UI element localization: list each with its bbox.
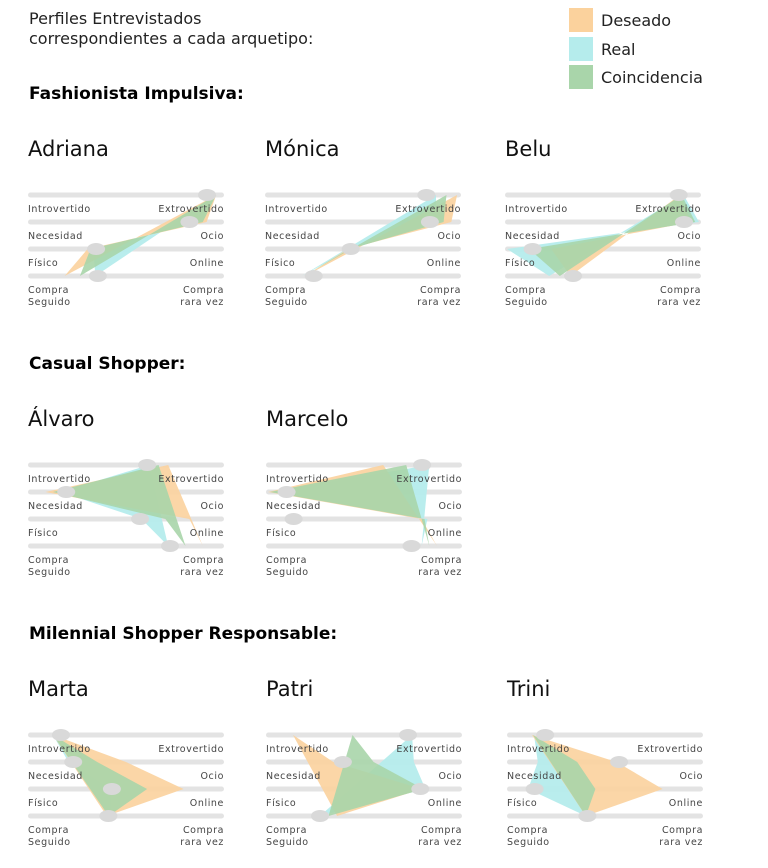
axis-label-frequency: Compra bbox=[420, 555, 462, 566]
axis-label-frequency: rara vez bbox=[418, 837, 462, 848]
slider-knob bbox=[99, 810, 117, 822]
slider-knob bbox=[198, 189, 216, 201]
axis-label-left: Necesidad bbox=[507, 771, 562, 782]
axis-label-frequency: rara vez bbox=[418, 567, 462, 578]
axis-label-left: Físico bbox=[266, 528, 297, 539]
slider-knob bbox=[52, 729, 70, 741]
axis-label-frequency: rara vez bbox=[180, 297, 224, 308]
slider-knob bbox=[670, 189, 688, 201]
axis-label-frequency: Compra bbox=[661, 825, 703, 836]
slider-track bbox=[28, 517, 224, 522]
profile-name: Patri bbox=[266, 677, 314, 701]
profile-name: Adriana bbox=[28, 137, 109, 161]
axis-label-right: Ocio bbox=[437, 231, 461, 242]
intro-line-2: correspondientes a cada arquetipo: bbox=[29, 29, 314, 48]
profile-name: Álvaro bbox=[28, 407, 95, 431]
slider-track bbox=[265, 247, 461, 252]
axis-label-left: Necesidad bbox=[28, 231, 83, 242]
slider-knob bbox=[399, 729, 417, 741]
profile-diagram bbox=[266, 721, 462, 851]
axis-label-left: Introvertido bbox=[28, 204, 91, 215]
axis-label-left: Físico bbox=[266, 798, 297, 809]
slider-knob bbox=[342, 243, 360, 255]
axis-label-right: Online bbox=[427, 528, 462, 539]
axis-label-right: Ocio bbox=[438, 771, 462, 782]
profile-diagram bbox=[28, 451, 224, 581]
intro-text bbox=[29, 9, 313, 49]
axis-label-frequency: Compra bbox=[419, 285, 461, 296]
axis-label-frequency: rara vez bbox=[657, 297, 701, 308]
slider-knob bbox=[57, 486, 75, 498]
slider-knob bbox=[161, 540, 179, 552]
axis-label-right: Extrovertido bbox=[396, 474, 462, 485]
axis-label-frequency: Seguido bbox=[266, 837, 309, 848]
slider-knob bbox=[536, 729, 554, 741]
axis-label-right: Online bbox=[668, 798, 703, 809]
axis-label-left: Introvertido bbox=[266, 474, 329, 485]
axis-label-frequency: Compra bbox=[28, 825, 70, 836]
axis-label-right: Ocio bbox=[200, 231, 224, 242]
axis-label-left: Físico bbox=[265, 258, 296, 269]
axis-label-frequency: Seguido bbox=[505, 297, 548, 308]
axis-label-right: Extrovertido bbox=[635, 204, 701, 215]
axis-label-frequency: Compra bbox=[659, 285, 701, 296]
slider-knob bbox=[417, 189, 435, 201]
axis-label-frequency: Compra bbox=[505, 285, 547, 296]
axis-label-frequency: Seguido bbox=[28, 567, 71, 578]
axis-label-right: Extrovertido bbox=[637, 744, 703, 755]
axis-label-frequency: rara vez bbox=[659, 837, 703, 848]
axis-label-left: Introvertido bbox=[265, 204, 328, 215]
axis-label-left: Introvertido bbox=[505, 204, 568, 215]
axis-label-frequency: Compra bbox=[507, 825, 549, 836]
profile-name: Belu bbox=[505, 137, 552, 161]
slider-track bbox=[28, 544, 224, 549]
slider-track bbox=[266, 463, 462, 468]
legend-swatch-coincidencia bbox=[569, 65, 593, 89]
slider-knob bbox=[131, 513, 149, 525]
axis-label-frequency: rara vez bbox=[417, 297, 461, 308]
profile-name: Trini bbox=[507, 677, 551, 701]
slider-track bbox=[28, 463, 224, 468]
slider-knob bbox=[285, 513, 303, 525]
axis-label-frequency: Compra bbox=[182, 825, 224, 836]
slider-knob bbox=[421, 216, 439, 228]
slider-knob bbox=[526, 783, 544, 795]
slider-knob bbox=[180, 216, 198, 228]
slider-knob bbox=[89, 270, 107, 282]
slider-knob bbox=[311, 810, 329, 822]
section-title-casual: Casual Shopper: bbox=[29, 354, 186, 374]
intro-line-1: Perfiles Entrevistados bbox=[29, 9, 202, 28]
axis-label-left: Necesidad bbox=[266, 501, 321, 512]
slider-track bbox=[28, 274, 224, 279]
slider-track bbox=[505, 274, 701, 279]
axis-label-right: Online bbox=[189, 258, 224, 269]
slider-track bbox=[28, 814, 224, 819]
axis-label-right: Ocio bbox=[200, 501, 224, 512]
legend-label-coincidencia: Coincidencia bbox=[601, 68, 703, 87]
axis-label-frequency: Seguido bbox=[28, 297, 71, 308]
slider-knob bbox=[578, 810, 596, 822]
axis-label-left: Físico bbox=[28, 798, 59, 809]
axis-label-right: Extrovertido bbox=[395, 204, 461, 215]
profile-diagram bbox=[265, 181, 461, 311]
profile-diagram bbox=[266, 451, 462, 581]
slider-knob bbox=[278, 486, 296, 498]
profile-diagram bbox=[507, 721, 703, 851]
axis-label-right: Extrovertido bbox=[158, 204, 224, 215]
axis-label-frequency: Compra bbox=[28, 555, 70, 566]
slider-knob bbox=[403, 540, 421, 552]
axis-label-frequency: Compra bbox=[182, 555, 224, 566]
axis-label-right: Online bbox=[189, 528, 224, 539]
slider-knob bbox=[138, 459, 156, 471]
slider-knob bbox=[64, 756, 82, 768]
slider-knob bbox=[413, 459, 431, 471]
axis-label-left: Físico bbox=[28, 258, 59, 269]
slider-knob bbox=[675, 216, 693, 228]
axis-label-right: Online bbox=[426, 258, 461, 269]
slider-track bbox=[507, 814, 703, 819]
profile-diagram bbox=[505, 181, 701, 311]
axis-label-frequency: Compra bbox=[28, 285, 70, 296]
axis-label-right: Extrovertido bbox=[396, 744, 462, 755]
axis-label-right: Ocio bbox=[677, 231, 701, 242]
axis-label-left: Físico bbox=[505, 258, 536, 269]
axis-label-right: Online bbox=[189, 798, 224, 809]
axis-label-right: Ocio bbox=[200, 771, 224, 782]
axis-label-left: Introvertido bbox=[28, 744, 91, 755]
legend-label-deseado: Deseado bbox=[601, 11, 672, 30]
slider-knob bbox=[305, 270, 323, 282]
axis-label-right: Extrovertido bbox=[158, 744, 224, 755]
axis-label-left: Introvertido bbox=[266, 744, 329, 755]
axis-label-frequency: Seguido bbox=[28, 837, 71, 848]
axis-label-left: Físico bbox=[507, 798, 538, 809]
slider-knob bbox=[411, 783, 429, 795]
axis-label-right: Ocio bbox=[679, 771, 703, 782]
slider-track bbox=[266, 814, 462, 819]
axis-label-left: Físico bbox=[28, 528, 59, 539]
axis-label-frequency: Seguido bbox=[265, 297, 308, 308]
axis-label-left: Necesidad bbox=[28, 771, 83, 782]
axis-label-frequency: Compra bbox=[265, 285, 307, 296]
profile-name: Mónica bbox=[265, 137, 340, 161]
axis-label-frequency: rara vez bbox=[180, 567, 224, 578]
axis-label-frequency: rara vez bbox=[180, 837, 224, 848]
axis-label-frequency: Compra bbox=[266, 825, 308, 836]
profile-diagram bbox=[28, 181, 224, 311]
axis-label-left: Necesidad bbox=[505, 231, 560, 242]
axis-label-right: Extrovertido bbox=[158, 474, 224, 485]
slider-knob bbox=[87, 243, 105, 255]
axis-label-right: Online bbox=[427, 798, 462, 809]
legend-swatch-deseado bbox=[569, 8, 593, 32]
profile-name: Marta bbox=[28, 677, 89, 701]
axis-label-frequency: Compra bbox=[266, 555, 308, 566]
axis-label-right: Ocio bbox=[438, 501, 462, 512]
slider-knob bbox=[564, 270, 582, 282]
slider-track bbox=[266, 544, 462, 549]
axis-label-left: Necesidad bbox=[266, 771, 321, 782]
section-title-fashionista: Fashionista Impulsiva: bbox=[29, 84, 244, 104]
slider-track bbox=[28, 193, 224, 198]
slider-knob bbox=[103, 783, 121, 795]
axis-label-left: Necesidad bbox=[265, 231, 320, 242]
axis-label-frequency: Compra bbox=[420, 825, 462, 836]
slider-knob bbox=[334, 756, 352, 768]
axis-label-frequency: Seguido bbox=[507, 837, 550, 848]
legend-swatch-real bbox=[569, 37, 593, 61]
profile-name: Marcelo bbox=[266, 407, 349, 431]
slider-knob bbox=[524, 243, 542, 255]
axis-label-left: Introvertido bbox=[28, 474, 91, 485]
axis-label-left: Necesidad bbox=[28, 501, 83, 512]
slider-track bbox=[265, 274, 461, 279]
profile-diagram bbox=[28, 721, 224, 851]
legend-label-real: Real bbox=[601, 39, 636, 59]
axis-label-right: Online bbox=[666, 258, 701, 269]
axis-label-frequency: Seguido bbox=[266, 567, 309, 578]
slider-knob bbox=[610, 756, 628, 768]
axis-label-frequency: Compra bbox=[182, 285, 224, 296]
section-title-milennial: Milennial Shopper Responsable: bbox=[29, 624, 338, 644]
axis-label-left: Introvertido bbox=[507, 744, 570, 755]
